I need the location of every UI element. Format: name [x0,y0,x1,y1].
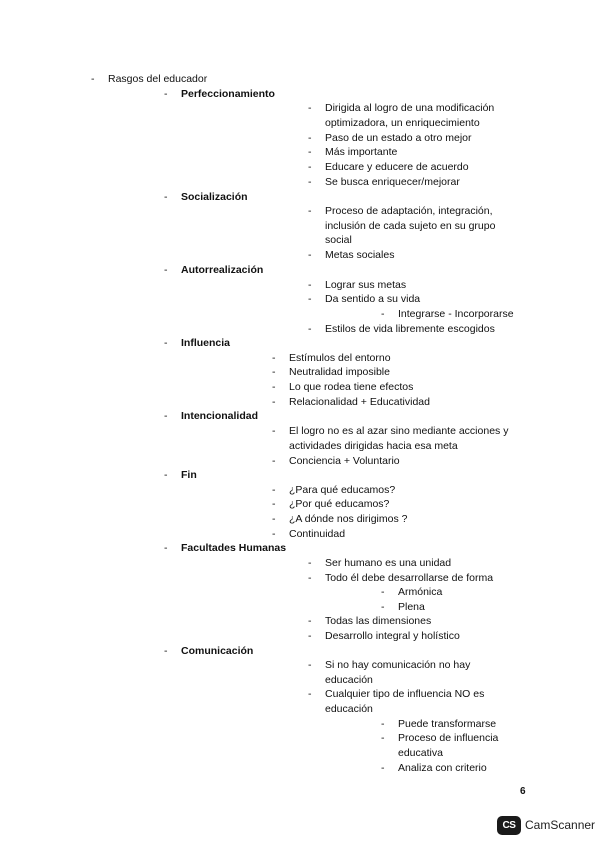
list-item: Continuidad [289,528,346,540]
list-item: Analiza con criterio [398,762,487,774]
list-item: Neutralidad imposible [289,366,390,378]
list-item: Paso de un estado a otro mejor [325,132,472,144]
list-item: optimizadora, un enriquecimiento [325,117,480,129]
bullet-dash: - [308,161,312,173]
bullet-dash: - [272,528,276,540]
bullet-dash: - [272,455,276,467]
list-item: social [325,234,352,246]
bullet-dash: - [308,615,312,627]
list-item: Cualquier tipo de influencia NO es [325,688,485,700]
list-item: Puede transformarse [398,718,497,730]
list-item: ¿Por qué educamos? [289,498,390,510]
bullet-dash: - [308,132,312,144]
list-item: Se busca enriquecer/mejorar [325,176,460,188]
list-item: Si no hay comunicación no hay [325,659,471,671]
list-item: educación [325,703,373,715]
bullet-dash: - [91,73,95,85]
bullet-dash: - [381,586,385,598]
bullet-dash: - [272,396,276,408]
page-number: 6 [520,786,526,797]
bullet-dash: - [308,323,312,335]
bullet-dash: - [381,762,385,774]
section-title-fin: Fin [181,469,197,481]
bullet-dash: - [308,293,312,305]
list-item: Desarrollo integral y holístico [325,630,460,642]
bullet-dash: - [308,279,312,291]
bullet-dash: - [308,102,312,114]
bullet-dash: - [272,513,276,525]
bullet-dash: - [164,645,168,657]
list-item: Lo que rodea tiene efectos [289,381,414,393]
list-item: Proceso de adaptación, integración, [325,205,493,217]
list-item: ¿A dónde nos dirigimos ? [289,513,408,525]
bullet-dash: - [381,718,385,730]
list-item: Educare y educere de acuerdo [325,161,469,173]
bullet-dash: - [381,601,385,613]
section-title-facultades: Facultades Humanas [181,542,287,554]
list-item: ¿Para qué educamos? [289,484,396,496]
list-item: inclusión de cada sujeto en su grupo [325,220,496,232]
bullet-dash: - [308,176,312,188]
bullet-dash: - [272,425,276,437]
bullet-dash: - [308,688,312,700]
list-item: educación [325,674,373,686]
section-title-socializacion: Socialización [181,191,248,203]
list-item: Proceso de influencia [398,732,499,744]
bullet-dash: - [272,352,276,364]
list-item: Plena [398,601,425,613]
bullet-dash: - [272,381,276,393]
list-item: Relacionalidad + Educatividad [289,396,430,408]
bullet-dash: - [164,191,168,203]
list-item: Lograr sus metas [325,279,407,291]
list-item: educativa [398,747,443,759]
section-title-autorrealizacion: Autorrealización [181,264,264,276]
bullet-dash: - [164,88,168,100]
bullet-dash: - [381,308,385,320]
list-item: Metas sociales [325,249,395,261]
section-title-intencionalidad: Intencionalidad [181,410,259,422]
section-title-perfeccionamiento: Perfeccionamiento [181,88,275,100]
section-title-comunicacion: Comunicación [181,645,254,657]
list-item: Integrarse - Incorporarse [398,308,514,320]
section-title-influencia: Influencia [181,337,231,349]
root-heading: Rasgos del educador [108,73,208,85]
list-item: Armónica [398,586,443,598]
bullet-dash: - [164,542,168,554]
list-item: Más importante [325,146,398,158]
bullet-dash: - [164,410,168,422]
bullet-dash: - [308,659,312,671]
bullet-dash: - [272,366,276,378]
list-item: actividades dirigidas hacia esa meta [289,440,458,452]
bullet-dash: - [164,469,168,481]
list-item: Conciencia + Voluntario [289,455,400,467]
list-item: Todo él debe desarrollarse de forma [325,572,494,584]
list-item: El logro no es al azar sino mediante acciones y [289,425,509,437]
bullet-dash: - [164,337,168,349]
bullet-dash: - [164,264,168,276]
bullet-dash: - [272,484,276,496]
list-item: Estímulos del entorno [289,352,391,364]
bullet-dash: - [308,249,312,261]
bullet-dash: - [308,205,312,217]
bullet-dash: - [272,498,276,510]
bullet-dash: - [308,557,312,569]
bullet-dash: - [308,572,312,584]
camscanner-logo-icon: CS [497,816,521,835]
list-item: Ser humano es una unidad [325,557,452,569]
list-item: Da sentido a su vida [325,293,421,305]
list-item: Todas las dimensiones [325,615,432,627]
list-item: Dirigida al logro de una modificación [325,102,495,114]
bullet-dash: - [308,630,312,642]
bullet-dash: - [381,732,385,744]
camscanner-watermark: CamScanner [525,818,596,832]
list-item: Estilos de vida libremente escogidos [325,323,495,335]
bullet-dash: - [308,146,312,158]
